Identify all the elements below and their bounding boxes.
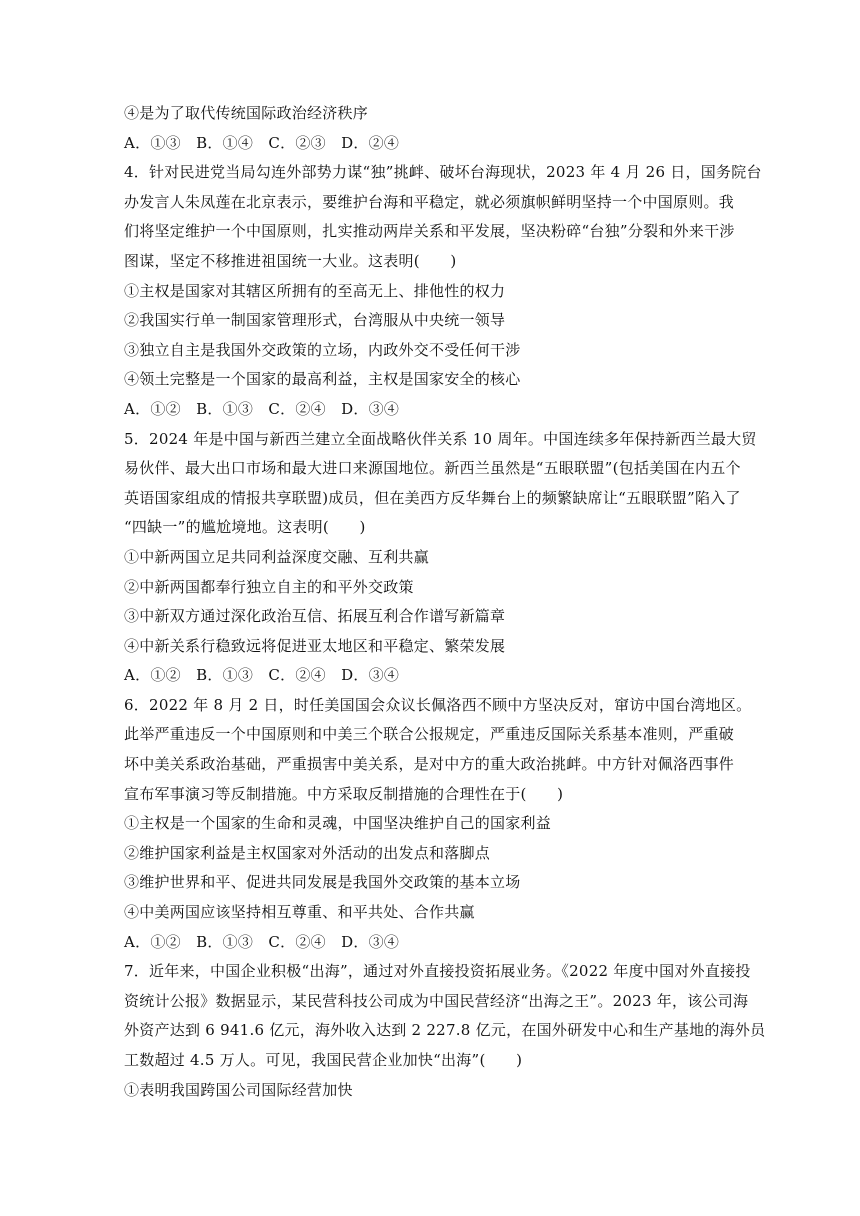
answer-options: A．①② B．①③ C．②④ D．③④ [124,666,400,685]
question-6-text: 此举严重违反一个中国原则和中美三个联合公报规定，严重违反国际关系基本准则，严重破 [124,725,735,744]
question-4-text: 图谋，坚定不移推进祖国统一大业。这表明( ) [124,251,457,270]
question-5-text: 英语国家组成的情报共享联盟)成员，但在美西方反华舞台上的频繁缺席让“五眼联盟”陷入了 [124,488,741,507]
answer-options: A．①② B．①③ C．②④ D．③④ [124,932,400,951]
option-statement: ③中新双方通过深化政治互信、拓展互利合作谱写新篇章 [124,607,506,626]
option-statement: ③维护世界和平、促进共同发展是我国外交政策的基本立场 [124,873,521,892]
question-6-text: 坏中美关系政治基础，严重损害中美关系，是对中方的重大政治挑衅。中方针对佩洛西事件 [124,755,735,774]
question-4-text: 们将坚定维护一个中国原则，扎实推动两岸关系和平发展，坚决粉碎“台独”分裂和外来干涉 [124,222,735,241]
answer-options: A．①② B．①③ C．②④ D．③④ [124,399,400,418]
option-statement: ③独立自主是我国外交政策的立场，内政外交不受任何干涉 [124,340,521,359]
option-statement: ①中新两国立足共同利益深度交融、互利共赢 [124,547,430,566]
question-4-text: 办发言人朱凤莲在北京表示，要维护台海和平稳定，就必须旗帜鲜明坚持一个中国原则。我 [124,192,735,211]
question-7-text: 工数超过 4.5 万人。可见，我国民营企业加快“出海”( ) [124,1051,523,1069]
option-statement: ①主权是国家对其辖区所拥有的至高无上、排他性的权力 [124,281,506,300]
question-6-text: 6．2022 年 8 月 2 日，时任美国国会众议长佩洛西不顾中方坚决反对，窜访中国台湾地区。 [124,695,752,714]
option-statement: ④中新关系行稳致远将促进亚太地区和平稳定、繁荣发展 [124,636,506,655]
question-7-text: 资统计公报》数据显示，某民营科技公司成为中国民营经济“出海之王”。2023 年，该公司海 [124,991,749,1010]
option-statement: ①表明我国跨国公司国际经营加快 [124,1080,353,1099]
question-5-text: “四缺一”的尴尬境地。这表明( ) [124,518,366,537]
option-statement: ②我国实行单一制国家管理形式，台湾服从中央统一领导 [124,311,506,330]
text-line: ④是为了取代传统国际政治经济秩序 [124,104,369,122]
question-5-text: 5．2024 年是中国与新西兰建立全面战略伙伴关系 10 周年。中国连续多年保持新西兰最大贸 [124,429,757,448]
question-5-text: 易伙伴、最大出口市场和最大进口来源国地位。新西兰虽然是“五眼联盟”(包括美国在内五个 [124,459,741,478]
option-statement: ①主权是一个国家的生命和灵魂，中国坚决维护自己的国家利益 [124,814,552,833]
option-statement: ②维护国家利益是主权国家对外活动的出发点和落脚点 [124,843,491,862]
option-statement: ④领土完整是一个国家的最高利益，主权是国家安全的核心 [124,370,521,389]
answer-options: A．①③ B．①④ C．②③ D．②④ [124,133,400,152]
question-4-text: 4．针对民进党当局勾连外部势力谋“独”挑衅、破坏台海现状，2023 年 4 月 26 日，国务院台 [124,163,762,182]
option-statement: ④中美两国应该坚持相互尊重、和平共处、合作共赢 [124,903,475,922]
option-statement: ②中新两国都奉行独立自主的和平外交政策 [124,577,414,596]
question-7-text: 7．近年来，中国企业积极“出海”，通过对外直接投资拓展业务。《2022 年度中国对外直接投 [124,962,751,981]
question-6-text: 宣布军事演习等反制措施。中方采取反制措施的合理性在于( ) [124,784,564,803]
question-7-text: 外资产达到 6 941.6 亿元，海外收入达到 2 227.8 亿元，在国外研发中心和生产基地的海外员 [124,1021,766,1040]
